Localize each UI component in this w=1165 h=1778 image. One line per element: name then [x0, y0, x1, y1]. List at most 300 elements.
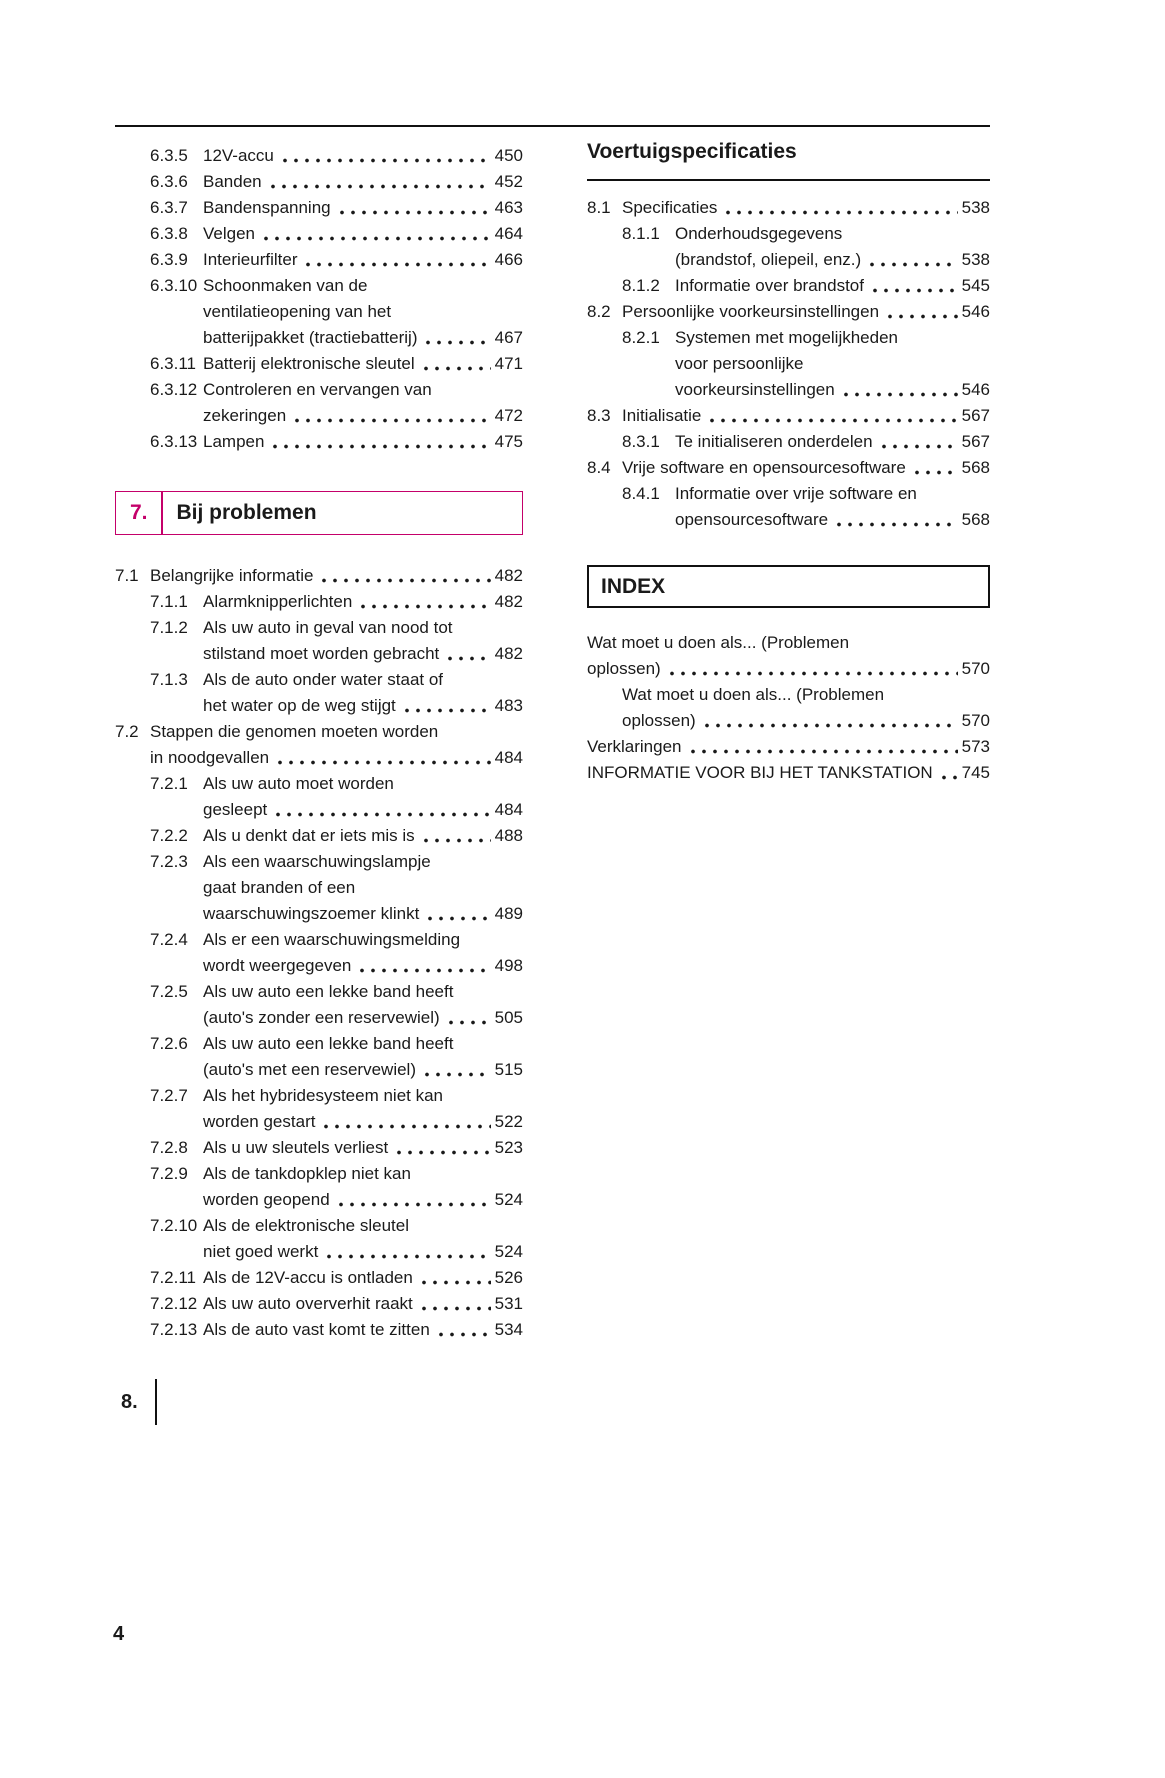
entry-line — [587, 760, 990, 786]
entry-line — [203, 927, 523, 953]
entry-body — [587, 760, 990, 786]
entry-body — [203, 247, 523, 273]
entry-page: 568 — [961, 510, 990, 529]
entry-body — [203, 849, 523, 927]
entry-line — [203, 1083, 523, 1109]
dot-leader — [323, 1109, 490, 1135]
toc-entry — [587, 325, 990, 403]
entry-text: Stappen die genomen moeten worden — [150, 722, 439, 741]
section-title-voertuigspecificaties: Voertuigspecificaties — [587, 127, 990, 181]
entry-page: 567 — [961, 406, 990, 425]
entry-line — [675, 377, 990, 403]
entry-page: 484 — [494, 800, 523, 819]
toc-entry — [115, 823, 523, 849]
entry-page: 534 — [494, 1320, 523, 1339]
entry-text: Informatie over brandstof — [675, 276, 864, 295]
entry-page: 475 — [494, 432, 523, 451]
entry-body — [203, 273, 523, 351]
toc-entry — [115, 143, 523, 169]
toc-entry — [115, 1265, 523, 1291]
entry-line — [675, 273, 990, 299]
entry-text: Als uw auto oververhit raakt — [203, 1294, 413, 1313]
entry-text: Alarmknipperlichten — [203, 592, 353, 611]
toc-entry — [587, 403, 990, 429]
entry-text: Verklaringen — [587, 737, 682, 756]
entry-line — [203, 195, 523, 221]
entry-number: 6.3.7 — [150, 198, 188, 217]
entry-line — [203, 1031, 523, 1057]
entry-number: 7.2.7 — [150, 1086, 188, 1105]
chapter-7-title: Bij problemen — [176, 501, 317, 524]
toc-entry — [115, 563, 523, 589]
entry-number: 7.2.3 — [150, 852, 188, 871]
entry-number: 8.3.1 — [622, 432, 660, 451]
entry-number: 7.2.8 — [150, 1138, 188, 1157]
entry-text: Als uw auto een lekke band heeft — [203, 1034, 454, 1053]
dot-leader — [447, 641, 490, 667]
entry-line — [203, 823, 523, 849]
entry-number: 8.4 — [587, 458, 611, 477]
dot-leader — [438, 1317, 491, 1343]
dot-leader — [321, 563, 490, 589]
columns — [115, 127, 990, 1425]
toc-entry — [115, 1161, 523, 1213]
entry-body — [587, 630, 990, 682]
entry-text: zekeringen — [203, 406, 287, 425]
dot-leader — [690, 734, 958, 760]
entry-number: 6.3.10 — [150, 276, 198, 295]
entry-body — [203, 1265, 523, 1291]
entry-body — [622, 682, 990, 734]
entry-number: 7.1.2 — [150, 618, 188, 637]
chapter-8-number: 8. — [121, 1390, 138, 1413]
entry-body — [203, 771, 523, 823]
entry-text: in noodgevallen — [150, 748, 270, 767]
entry-line — [622, 403, 990, 429]
entry-text: Specificaties — [622, 198, 718, 217]
entry-body — [203, 169, 523, 195]
toc-entry — [115, 771, 523, 823]
chapter-7-number: 7. — [130, 501, 148, 524]
entry-body — [203, 589, 523, 615]
entry-body — [203, 429, 523, 455]
dot-leader — [941, 760, 958, 786]
dot-leader — [326, 1239, 490, 1265]
dot-leader — [275, 797, 490, 823]
entry-number: 7.1.3 — [150, 670, 188, 689]
entry-line — [203, 901, 523, 927]
section-6-list — [115, 143, 523, 455]
entry-text: (auto's met een reservewiel) — [203, 1060, 416, 1079]
dot-leader — [404, 693, 491, 719]
toc-entry — [115, 429, 523, 455]
entry-text: Initialisatie — [622, 406, 702, 425]
dot-leader — [277, 745, 491, 771]
entry-text: gesleept — [203, 800, 268, 819]
entry-text: Als de auto onder water staat of — [203, 670, 444, 689]
toc-entry — [587, 682, 990, 734]
entry-body — [622, 299, 990, 325]
entry-line — [203, 1135, 523, 1161]
chapter-8-rule — [155, 1379, 158, 1425]
entry-text: batterijpakket (tractiebatterij) — [203, 328, 418, 347]
entry-text: Vrije software en opensourcesoftware — [622, 458, 906, 477]
entry-line — [675, 325, 990, 351]
entry-body — [622, 403, 990, 429]
entry-text: Als u uw sleutels verliest — [203, 1138, 389, 1157]
toc-entry — [115, 979, 523, 1031]
entry-page: 567 — [961, 432, 990, 451]
entry-line — [203, 615, 523, 641]
dot-leader — [427, 901, 490, 927]
dot-leader — [270, 169, 491, 195]
dot-leader — [869, 247, 957, 273]
entry-line — [203, 979, 523, 1005]
entry-page: 545 — [961, 276, 990, 295]
entry-text: Batterij elektronische sleutel — [203, 354, 415, 373]
entry-page: 573 — [961, 737, 990, 756]
entry-line — [203, 1161, 523, 1187]
entry-page: 522 — [494, 1112, 523, 1131]
toc-entry — [587, 630, 990, 682]
entry-page: 570 — [961, 711, 990, 730]
toc-entry — [115, 169, 523, 195]
entry-body — [622, 455, 990, 481]
dot-leader — [423, 823, 491, 849]
entry-number: 8.4.1 — [622, 484, 660, 503]
entry-text: Als uw auto moet worden — [203, 774, 394, 793]
entry-number: 7.2.6 — [150, 1034, 188, 1053]
entry-line — [622, 682, 990, 708]
entry-number: 7.2.11 — [150, 1268, 197, 1287]
chapter-7-header — [115, 491, 523, 535]
entry-body — [150, 563, 523, 589]
entry-number: 6.3.8 — [150, 224, 188, 243]
entry-body — [203, 1317, 523, 1343]
dot-leader — [704, 708, 958, 734]
entry-line — [203, 1005, 523, 1031]
entry-page: 526 — [494, 1268, 523, 1287]
left-column — [115, 127, 523, 1425]
dot-leader — [294, 403, 490, 429]
toc-entry — [115, 1083, 523, 1135]
entry-body — [587, 734, 990, 760]
entry-page: 568 — [961, 458, 990, 477]
dot-leader — [836, 507, 958, 533]
entry-number: 6.3.9 — [150, 250, 188, 269]
entry-page: 498 — [494, 956, 523, 975]
entry-page: 482 — [494, 644, 523, 663]
entry-page: 450 — [494, 146, 523, 165]
entry-body — [203, 1161, 523, 1213]
entry-line — [587, 630, 990, 656]
entry-text: Persoonlijke voorkeursinstellingen — [622, 302, 880, 321]
entry-line — [203, 429, 523, 455]
entry-number: 7.2.13 — [150, 1320, 198, 1339]
entry-line — [587, 734, 990, 760]
entry-body — [203, 979, 523, 1031]
entry-body — [203, 143, 523, 169]
dot-leader — [914, 455, 958, 481]
entry-number: 8.2.1 — [622, 328, 660, 347]
dot-leader — [423, 351, 491, 377]
entry-page: 546 — [961, 302, 990, 321]
entry-body — [203, 1083, 523, 1135]
entry-line — [203, 377, 523, 403]
dot-leader — [339, 195, 491, 221]
entry-line — [675, 507, 990, 533]
entry-number: 7.2.2 — [150, 826, 188, 845]
entry-line — [203, 1109, 523, 1135]
entry-body — [203, 927, 523, 979]
entry-page: 505 — [494, 1008, 523, 1027]
toc-entry — [587, 481, 990, 533]
dot-leader — [305, 247, 490, 273]
entry-page: 452 — [494, 172, 523, 191]
entry-text: Wat moet u doen als... (Problemen — [622, 685, 885, 704]
dot-leader — [709, 403, 957, 429]
entry-page: 538 — [961, 198, 990, 217]
toc-entry — [115, 719, 523, 771]
dot-leader — [272, 429, 490, 455]
dot-leader — [725, 195, 957, 221]
entry-text: Onderhoudsgegevens — [675, 224, 843, 243]
entry-body — [150, 719, 523, 771]
entry-text: Als de elektronische sleutel — [203, 1216, 410, 1235]
entry-number: 7.2.9 — [150, 1164, 188, 1183]
toc-entry — [115, 1291, 523, 1317]
entry-number: 8.1 — [587, 198, 611, 217]
dot-leader — [872, 273, 958, 299]
entry-text: stilstand moet worden gebracht — [203, 644, 440, 663]
entry-line — [203, 169, 523, 195]
dot-leader — [360, 589, 490, 615]
entry-line — [622, 708, 990, 734]
entry-line — [203, 589, 523, 615]
entry-number: 7.2.4 — [150, 930, 188, 949]
entry-text: Systemen met mogelijkheden — [675, 328, 899, 347]
entry-line — [203, 797, 523, 823]
entry-body — [675, 325, 990, 403]
entry-text: wordt weergegeven — [203, 956, 352, 975]
entry-line — [203, 1291, 523, 1317]
entry-line — [203, 641, 523, 667]
entry-line — [203, 143, 523, 169]
entry-text: Als er een waarschuwingsmelding — [203, 930, 461, 949]
entry-body — [203, 377, 523, 429]
section-8-list — [587, 195, 990, 533]
entry-text: voor persoonlijke — [675, 354, 804, 373]
entry-page: 489 — [494, 904, 523, 923]
entry-text: Te initialiseren onderdelen — [675, 432, 873, 451]
entry-text: gaat branden of een — [203, 878, 356, 897]
entry-line — [203, 1265, 523, 1291]
entry-text: Als het hybridesysteem niet kan — [203, 1086, 444, 1105]
dot-leader — [887, 299, 958, 325]
dot-leader — [359, 953, 490, 979]
entry-line — [203, 325, 523, 351]
entry-line — [622, 455, 990, 481]
entry-number: 7.2.12 — [150, 1294, 198, 1313]
entry-text: Als uw auto in geval van nood tot — [203, 618, 453, 637]
entry-number: 8.1.1 — [622, 224, 660, 243]
entry-text: opensourcesoftware — [675, 510, 829, 529]
entry-text: Wat moet u doen als... (Problemen — [587, 633, 850, 652]
entry-page: 488 — [494, 826, 523, 845]
entry-page: 464 — [494, 224, 523, 243]
entry-text: waarschuwingszoemer klinkt — [203, 904, 420, 923]
entry-line — [622, 195, 990, 221]
entry-page: 463 — [494, 198, 523, 217]
entry-body — [675, 273, 990, 299]
entry-number: 6.3.11 — [150, 354, 197, 373]
entry-text: Informatie over vrije software en — [675, 484, 917, 503]
entry-text: het water op de weg stijgt — [203, 696, 396, 715]
entry-line — [203, 221, 523, 247]
entry-page: 472 — [494, 406, 523, 425]
dot-leader — [396, 1135, 490, 1161]
entry-page: 745 — [961, 763, 990, 782]
entry-line — [203, 351, 523, 377]
entry-text: oplossen) — [587, 659, 661, 678]
toc-entry — [115, 589, 523, 615]
toc-entry — [587, 299, 990, 325]
entry-page: 483 — [494, 696, 523, 715]
dot-leader — [425, 325, 490, 351]
entry-number: 6.3.5 — [150, 146, 188, 165]
entry-number: 6.3.6 — [150, 172, 188, 191]
toc-entry — [587, 195, 990, 221]
entry-text: Als de tankdopklep niet kan — [203, 1164, 411, 1183]
chapter-7-divider — [161, 492, 163, 534]
entry-line — [150, 719, 523, 745]
entry-page: 570 — [961, 659, 990, 678]
entry-body — [203, 351, 523, 377]
dot-leader — [338, 1187, 491, 1213]
entry-text: Als de 12V-accu is ontladen — [203, 1268, 413, 1287]
toc-entry — [115, 377, 523, 429]
entry-body — [203, 1135, 523, 1161]
entry-page: 471 — [494, 354, 523, 373]
entry-body — [203, 195, 523, 221]
entry-body — [675, 481, 990, 533]
entry-text: Bandenspanning — [203, 198, 331, 217]
entry-body — [203, 667, 523, 719]
entry-page: 484 — [494, 748, 523, 767]
entry-text: worden gestart — [203, 1112, 316, 1131]
entry-body — [622, 195, 990, 221]
entry-page: 524 — [494, 1190, 523, 1209]
toc-entry — [587, 221, 990, 273]
toc-entry — [115, 667, 523, 719]
dot-leader — [421, 1291, 491, 1317]
dot-leader — [843, 377, 958, 403]
entry-text: INFORMATIE VOOR BIJ HET TANKSTATION — [587, 763, 933, 782]
entry-page: 523 — [494, 1138, 523, 1157]
entry-number: 7.2.1 — [150, 774, 188, 793]
entry-body — [675, 221, 990, 273]
entry-number: 6.3.12 — [150, 380, 198, 399]
entry-line — [203, 403, 523, 429]
entry-page: 466 — [494, 250, 523, 269]
entry-line — [675, 481, 990, 507]
entry-text: (auto's zonder een reservewiel) — [203, 1008, 440, 1027]
dot-leader — [424, 1057, 491, 1083]
entry-page: 515 — [494, 1060, 523, 1079]
entry-number: 7.2.10 — [150, 1216, 198, 1235]
entry-text: Controleren en vervangen van — [203, 380, 432, 399]
entry-body — [203, 615, 523, 667]
entry-text: Als de auto vast komt te zitten — [203, 1320, 430, 1339]
entry-body — [675, 429, 990, 455]
entry-line — [675, 247, 990, 273]
entry-text: Schoonmaken van de — [203, 276, 368, 295]
entry-line — [203, 849, 523, 875]
entry-line — [203, 771, 523, 797]
entry-text: ventilatieopening van het — [203, 302, 392, 321]
entry-page: 538 — [961, 250, 990, 269]
entry-number: 8.2 — [587, 302, 611, 321]
entry-text: worden geopend — [203, 1190, 330, 1209]
entry-text: 12V-accu — [203, 146, 274, 165]
entry-number: 7.1 — [115, 566, 139, 585]
entry-line — [203, 1213, 523, 1239]
entry-body — [203, 823, 523, 849]
index-title: INDEX — [601, 574, 666, 598]
toc-entry — [587, 455, 990, 481]
entry-line — [675, 351, 990, 377]
entry-line — [203, 693, 523, 719]
entry-number: 7.2.5 — [150, 982, 188, 1001]
entry-text: Interieurfilter — [203, 250, 298, 269]
section-7-list — [115, 563, 523, 1343]
entry-line — [203, 953, 523, 979]
entry-text: Als een waarschuwingslampje — [203, 852, 431, 871]
dot-leader — [282, 143, 491, 169]
toc-entry — [587, 734, 990, 760]
toc-entry — [115, 195, 523, 221]
toc-entry — [587, 273, 990, 299]
entry-number: 6.3.13 — [150, 432, 198, 451]
toc-entry — [115, 221, 523, 247]
index-list — [587, 630, 990, 786]
entry-number: 8.1.2 — [622, 276, 660, 295]
toc-entry — [115, 1135, 523, 1161]
dot-leader — [263, 221, 491, 247]
entry-text: (brandstof, oliepeil, enz.) — [675, 250, 862, 269]
toc-entry — [115, 351, 523, 377]
entry-line — [675, 429, 990, 455]
index-header — [587, 565, 990, 608]
entry-page: 482 — [494, 566, 523, 585]
right-column — [587, 127, 990, 786]
toc-entry — [115, 615, 523, 667]
entry-line — [203, 1187, 523, 1213]
toc-entry — [587, 760, 990, 786]
entry-line — [203, 1239, 523, 1265]
entry-text: Banden — [203, 172, 262, 191]
dot-leader — [448, 1005, 491, 1031]
toc-page — [0, 125, 1165, 1645]
entry-text: Als uw auto een lekke band heeft — [203, 982, 454, 1001]
entry-line — [203, 273, 523, 299]
toc-entry — [115, 247, 523, 273]
entry-line — [622, 299, 990, 325]
entry-line — [203, 247, 523, 273]
toc-entry — [115, 1031, 523, 1083]
dot-leader — [669, 656, 958, 682]
page-number: 4 — [113, 1623, 125, 1645]
